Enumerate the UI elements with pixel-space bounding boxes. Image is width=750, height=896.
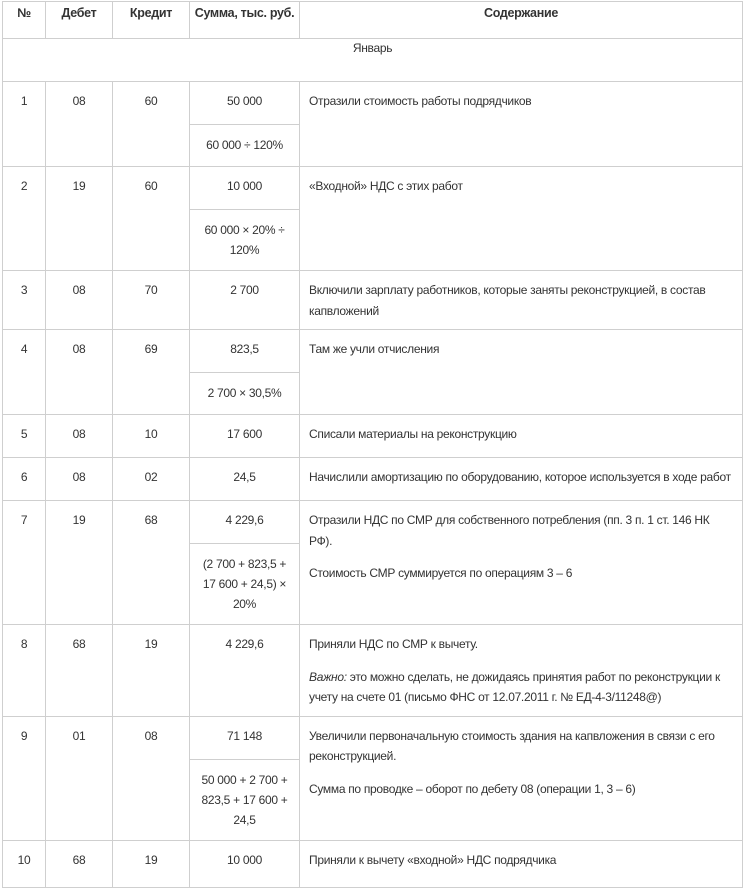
month-section-row (3, 39, 743, 82)
sum-cell (190, 271, 300, 330)
sum-formula: 2 700 × 30,5% (190, 372, 299, 413)
sum-value: 50 000 (227, 94, 262, 108)
credit-account: 60 (113, 167, 190, 271)
credit-account: 68 (113, 501, 190, 625)
table-row (3, 458, 743, 501)
table-row (3, 271, 743, 330)
sum-value: 823,5 (230, 342, 259, 356)
sum-value: 4 229,6 (225, 637, 264, 651)
entry-description (300, 625, 743, 717)
sum-formula: (2 700 + 823,5 + 17 600 + 24,5) × 20% (190, 543, 299, 624)
credit-account: 60 (113, 82, 190, 167)
description-paragraph: Увеличили первоначальную стоимость здания на капвложения в связи с его реконструкцией. (309, 728, 715, 763)
debit-account: 01 (46, 716, 113, 840)
description-paragraph: Начислили амортизацию по оборудованию, которое используется в ходе работ (309, 470, 731, 484)
table-row (3, 330, 743, 415)
entry-description (300, 82, 743, 167)
description-note-paragraph (309, 667, 732, 708)
column-header-number: № (3, 2, 46, 39)
debit-account: 68 (46, 840, 113, 887)
entry-description (300, 501, 743, 625)
sum-cell (190, 330, 300, 415)
debit-account: 19 (46, 501, 113, 625)
row-number: 2 (3, 167, 46, 271)
sum-value: 10 000 (227, 179, 262, 193)
table-row (3, 82, 743, 167)
sum-formula: 60 000 ÷ 120% (190, 124, 299, 165)
note-text: это можно сделать, не дожидаясь принятия работ по реконструкции к учету на счете 01 (письмо ФНС от 12.07.2011 г. № ЕД-4-3/11248@) (309, 669, 720, 704)
sum-formula: 60 000 × 20% ÷ 120% (190, 209, 299, 270)
column-header-credit: Кредит (113, 2, 190, 39)
entry-description (300, 458, 743, 501)
table-row (3, 167, 743, 271)
table-row (3, 415, 743, 458)
sum-cell (190, 415, 300, 458)
entry-description (300, 271, 743, 330)
row-number: 3 (3, 271, 46, 330)
row-number: 9 (3, 716, 46, 840)
table-row (3, 625, 743, 717)
description-paragraph: Сумма по проводке – оборот по дебету 08 (операции 1, 3 – 6) (309, 781, 636, 796)
debit-account: 08 (46, 415, 113, 458)
column-header-sum: Сумма, тыс. руб. (190, 2, 300, 39)
debit-account: 19 (46, 167, 113, 271)
credit-account: 08 (113, 716, 190, 840)
row-number: 1 (3, 82, 46, 167)
sum-cell (190, 458, 300, 501)
debit-account: 08 (46, 271, 113, 330)
row-number: 4 (3, 330, 46, 415)
important-label: Важно: (309, 669, 347, 684)
sum-value: 10 000 (227, 852, 262, 867)
table-row (3, 840, 743, 887)
column-header-debit: Дебет (46, 2, 113, 39)
sum-cell (190, 840, 300, 887)
sum-cell (190, 501, 300, 625)
description-paragraph: Приняли к вычету «входной» НДС подрядчика (309, 852, 557, 867)
table-body (3, 39, 743, 888)
description-paragraph: Списали материалы на реконструкцию (309, 427, 517, 441)
row-number: 8 (3, 625, 46, 717)
sum-cell (190, 82, 300, 167)
credit-account: 70 (113, 271, 190, 330)
sum-value: 24,5 (233, 470, 256, 484)
month-section-title: Январь (3, 39, 743, 82)
entry-description (300, 716, 743, 840)
sum-value: 2 700 (230, 283, 259, 297)
header-row (3, 2, 743, 39)
column-header-content: Содержание (300, 2, 743, 39)
sum-cell (190, 167, 300, 271)
entry-description (300, 415, 743, 458)
accounting-entries-table (2, 1, 743, 888)
description-paragraph: Включили зарплату работников, которые заняты реконструкцией, в состав капвложений (309, 283, 706, 318)
credit-account: 02 (113, 458, 190, 501)
row-number: 5 (3, 415, 46, 458)
row-number: 6 (3, 458, 46, 501)
debit-account: 08 (46, 82, 113, 167)
sum-value: 17 600 (227, 427, 262, 441)
debit-account: 08 (46, 330, 113, 415)
table-header (3, 2, 743, 39)
description-paragraph: Отразили НДС по СМР для собственного потребления (пп. 3 п. 1 ст. 146 НК РФ). (309, 513, 710, 548)
sum-value: 71 148 (227, 728, 262, 743)
debit-account: 08 (46, 458, 113, 501)
table-row (3, 501, 743, 625)
entry-description (300, 167, 743, 271)
sum-value: 4 229,6 (225, 513, 264, 527)
debit-account: 68 (46, 625, 113, 717)
sum-formula: 50 000 + 2 700 + 823,5 + 17 600 + 24,5 (190, 759, 299, 840)
description-paragraph: Там же учли отчисления (309, 342, 440, 356)
row-number: 7 (3, 501, 46, 625)
entry-description (300, 840, 743, 887)
description-paragraph: Стоимость СМР суммируется по операциям 3 – 6 (309, 566, 573, 580)
table-row (3, 716, 743, 840)
credit-account: 19 (113, 840, 190, 887)
description-paragraph: Отразили стоимость работы подрядчиков (309, 94, 532, 108)
entry-description (300, 330, 743, 415)
sum-cell (190, 625, 300, 717)
credit-account: 69 (113, 330, 190, 415)
description-paragraph: «Входной» НДС с этих работ (309, 179, 463, 193)
row-number: 10 (3, 840, 46, 887)
credit-account: 19 (113, 625, 190, 717)
description-paragraph: Приняли НДС по СМР к вычету. (309, 637, 478, 651)
sum-cell (190, 716, 300, 840)
credit-account: 10 (113, 415, 190, 458)
